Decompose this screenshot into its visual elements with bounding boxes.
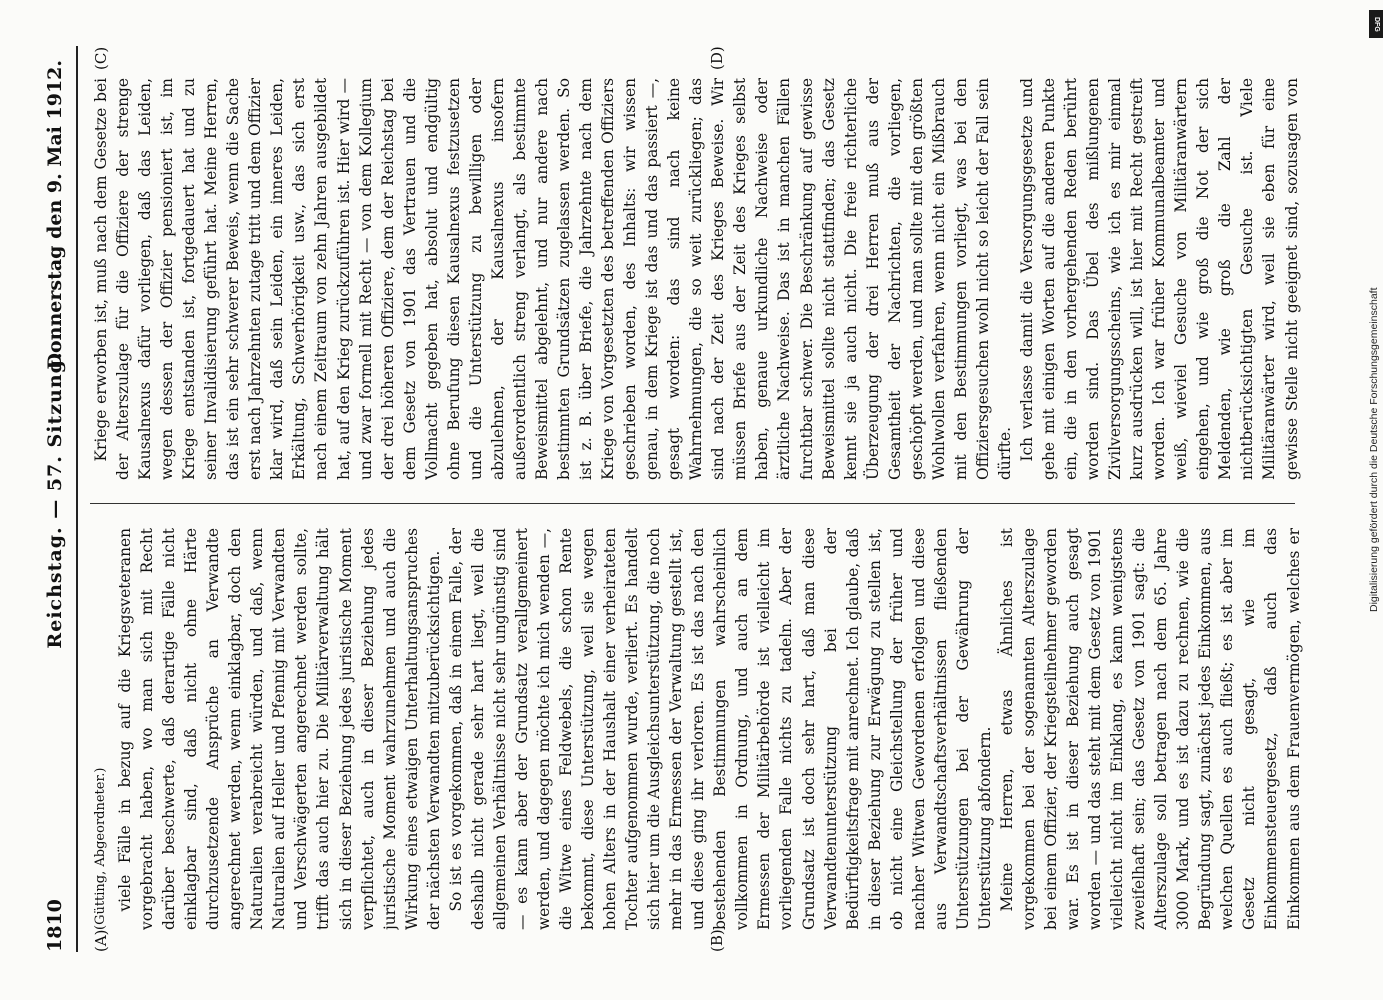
paragraph: Meine Herren, etwas Ähnliches ist vorgekommen bei der sogenannten Alterszulage bei einem Offizier, der Kriegsteilnehmer geworden war. Es ist in dieser Beziehung auch gesagt worden — und das steht mit dem Gesetz von 1901 vielleicht nicht im Einklang, es kann wenigstens zweifelhaft sein; das Gesetz von 1901 sagt: die Alterszulage soll betragen nach dem 65. Jahre 3000 Mark, und es ist dazu zu rechnen, wie die Begründung sagt, zunächst jedes Einkommen, aus welchen Quellen es auch fließt; es ist aber im Gesetz nicht gesagt, wie im Einkommensteuergesetz, daß auch das Einkommen aus dem Frauenvermögen, welches er: [997, 528, 1303, 930]
right-text-column: [90, 78, 1305, 480]
margin-marker-a: (A): [92, 929, 110, 952]
left-text-column: [90, 528, 1305, 930]
page-header: [44, 0, 80, 1000]
margin-marker-b: (B): [708, 929, 726, 952]
paragraph: Ich verlasse damit die Versorgungsgesetze und gehe mit einigen Worten auf die anderen Punkte ein, die in den vorhergehenden Reden berührt worden sind. Das Übel des mißlungenen Zivilversorgungsscheins, wie ich es mir einmal kurz ausdrücken will, ist hier mit Recht gestreift worden. Ich war früher Kommunalbeamter und weiß, wieviel Gesuche von Militäranwärtern eingehen, und wie groß die Not der sich Meldenden, wie groß die Zahl der nichtberücksichtigten Gesuche ist. Viele Militäranwärter wird, weil sie eben für eine gewisse Stelle nicht geeignet sind, sozusagen von: [1017, 78, 1301, 480]
page-number: 1810: [44, 899, 66, 952]
column-divider: [90, 503, 1295, 504]
paragraph: So ist es vorgekommen, daß in einem Falle, der deshalb nicht gerade sehr hart liegt, weil die allgemeinen Verhältnisse nicht sehr ungünstig sind — es kann aber der Grundsatz verallgemeinert werden, und dagegen möchte ich mich wenden —, die Witwe eines Feldwebels, die schon Rente bekommt, diese Unterstützung, weil sie wegen hohen Alters in der Haushalt einer verheirateten Tochter aufgenommen wurde, verliert. Es handelt sich hier um die Ausgleichsunterstützung, die noch mehr in das Ermessen der Verwaltung gestellt ist, und diese ging ihr verloren. Es ist das nach den bestehenden Bestimmungen wahrscheinlich vollkommen in Ordnung, und auch an dem Ermessen der Militärbehörde ist vielleicht im vorliegenden Falle nichts zu tadeln. Aber der Grundsatz ist doch sehr hart, daß man diese Verwandtenunterstützung bei der Bedürftigkeitsfrage mit anrechnet. Ich glaube, daß in dieser Beziehung zur Erwägung zu stellen ist, ob nicht eine Gleichstellung der früher und nachher Witwen Gewordenen erfolgen und diese aus Verwandtschaftsverhältnissen fließenden Unterstützungen bei der Gewährung der Unterstützung abfondern.: [446, 528, 994, 930]
header-rule: [76, 46, 78, 952]
page-title: Reichstag. — 57. Sitzung.: [44, 351, 66, 649]
dfg-logo: DFG: [1369, 10, 1383, 38]
margin-marker-d: (D): [708, 46, 726, 70]
session-date: Donnerstag den 9. Mai 1912.: [44, 60, 66, 370]
digitization-credit: Digitalisierung gefördert durch die Deutsche Forschungsgemeinschaft: [1368, 287, 1380, 612]
paragraph: viele Fälle in bezug auf die Kriegsveteranen vorgebracht haben, wo man sich mit Recht darüber beschwerte, daß derartige Fälle nicht einklagbar sind, daß nicht ohne Härte durchzusetzende Ansprüche an Verwandte angerechnet werden, wenn einklagbar, doch den Naturalien verabreicht würden, und daß, wenn Naturalien auf Heller und Pfennig mit Verwandten und Verschwägerten angerechnet werden sollte, trifft das auch hier zu. Die Militärverwaltung hält sich in dieser Beziehung jedes juristische Moment verpflichtet, auch in dieser Beziehung jedes juristische Moment wahrzunehmen und auch die Wirkung eines etwaigen Unterhaltungsanspruches der nächsten Verwandten mitzuberücksichtigen.: [116, 528, 443, 930]
speaker-note: (Gütting, Abgeordneter.): [93, 767, 108, 930]
paragraph: Kriege erworben ist, muß nach dem Gesetze bei der Alterszulage für die Offiziere der strenge Kausalnexus dafür vorliegen, daß das Leiden, wegen dessen der Offizier pensioniert ist, im Kriege entstanden ist, fortgedauert hat und zu seiner Invalidisierung geführt hat. Meine Herren, das ist ein sehr schwerer Beweis, wenn die Sache erst nach Jahrzehnten zutage tritt und dem Offizier klar wird, daß sein Leiden, ein inneres Leiden, Erkältung, Schwerhörigkeit usw., das sich erst nach einem Zeitraum von zehn Jahren ausgebildet hat, auf den Krieg zurückzuführen ist. Hier wird — und zwar formell mit Recht — von dem Kollegium der drei höheren Offiziere, dem der Reichstag bei dem Gesetz von 1901 das Vertrauen und die Vollmacht gegeben hat, absolut und endgültig ohne Berufung diesen Kausalnexus festzusetzen und die Unterstützung zu bewilligen oder abzulehnen, der Kausalnexus insofern außerordentlich streng verlangt, als bestimmte Beweismittel abgelehnt, und nur andere nach bestimmten Grundsätzen zugelassen werden. So ist z. B. über Briefe, die Jahrzehnte nach dem Kriege von Vorgesetzten des betreffenden Offiziers geschrieben worden, des Inhalts: wir wissen genau, in dem Kriege ist das und das passiert —, gesagt worden: das sind nach keine Wahrnehmungen, die so weit zurückliegen; das sind nach der Zeit des Krieges Beweise. Wir müssen Briefe aus der Zeit des Krieges selbst haben, genaue urkundliche Nachweise oder ärztliche Nachweise. Das ist in manchen Fällen furchtbar schwer. Die Beschränkung auf gewisse Beweismittel sollte nicht stattfinden; das Gesetz kennt sie ja auch nicht. Die freie richterliche Überzeugung der drei Herren muß aus der Gesamtheit der Nachrichten, die vorliegen, geschöpft werden, und man sollte mit den größten Wohlwollen verfahren, wenn nicht ein Mißbrauch mit den Bestimmungen vorliegt, was bei den Offiziersgesuchen wohl nicht so leicht der Fall sein dürfte.: [92, 78, 1014, 480]
margin-marker-c: (C): [92, 46, 110, 70]
